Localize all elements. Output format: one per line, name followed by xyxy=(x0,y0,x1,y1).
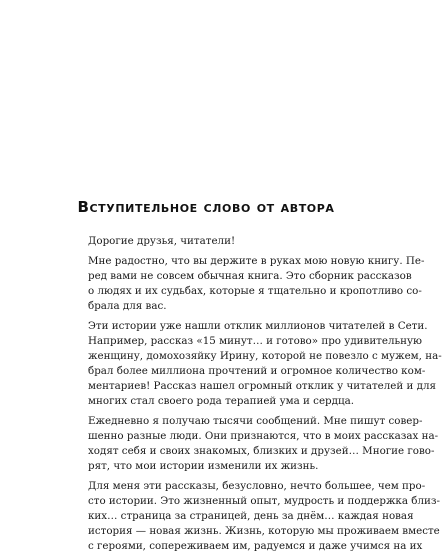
text-line: ментариев! Рассказ нашел огромный отклик у читателей и для xyxy=(88,380,437,393)
text-line: ред вами не совсем обычная книга. Это сборник рассказов xyxy=(88,269,412,282)
text-line: Эти истории уже нашли отклик миллионов читателей в Сети. xyxy=(88,319,428,332)
text-line: Мне радостно, что вы держите в руках мою новую книгу. Пе- xyxy=(88,254,425,267)
text-line: Для меня эти рассказы, безусловно, нечто большее, чем про- xyxy=(88,479,426,492)
body-text xyxy=(74,234,442,559)
paragraph xyxy=(74,254,425,314)
text-line: сто истории. Это жизненный опыт, мудрость и поддержка близ- xyxy=(88,494,440,507)
text-line: история — новая жизнь. Жизнь, которую мы проживаем вместе xyxy=(88,525,440,538)
text-line: о людях и их судьбах, которые я тщательно и кропотливо со- xyxy=(88,284,422,297)
text-line: шенно разные люди. Они признаются, что в моих рассказах на- xyxy=(88,429,439,442)
text-line: Например, рассказ «15 минут… и готово» про удивительную xyxy=(88,334,423,347)
text-line: женщину, домохозяйку Ирину, которой не повезло с мужем, на- xyxy=(88,349,442,362)
text-line: с героями, сопереживаем им, радуемся и даже учимся на их xyxy=(88,540,423,553)
text-line: брал более миллиона прочтений и огромное количество ком- xyxy=(88,364,426,377)
text-line: многих стал своего рода терапией ума и сердца. xyxy=(88,395,355,408)
text-line: брала для вас. xyxy=(88,299,167,312)
chapter-heading: Вступительное слово от автора xyxy=(77,198,335,216)
paragraph xyxy=(74,479,440,554)
text-line: рят, что мои истории изменили их жизнь. xyxy=(88,460,319,473)
text-line: Ежедневно я получаю тысячи сообщений. Мне пишут совер- xyxy=(88,414,423,427)
paragraph xyxy=(74,414,439,474)
paragraph xyxy=(74,319,442,410)
paragraph xyxy=(74,234,354,249)
text-line: Дорогие друзья, читатели! xyxy=(88,235,236,247)
text-line: ких… страница за страницей, день за днём… каждая новая xyxy=(88,509,414,522)
text-line: ходят себя и своих знакомых, близких и друзей… Многие гово- xyxy=(88,445,435,457)
